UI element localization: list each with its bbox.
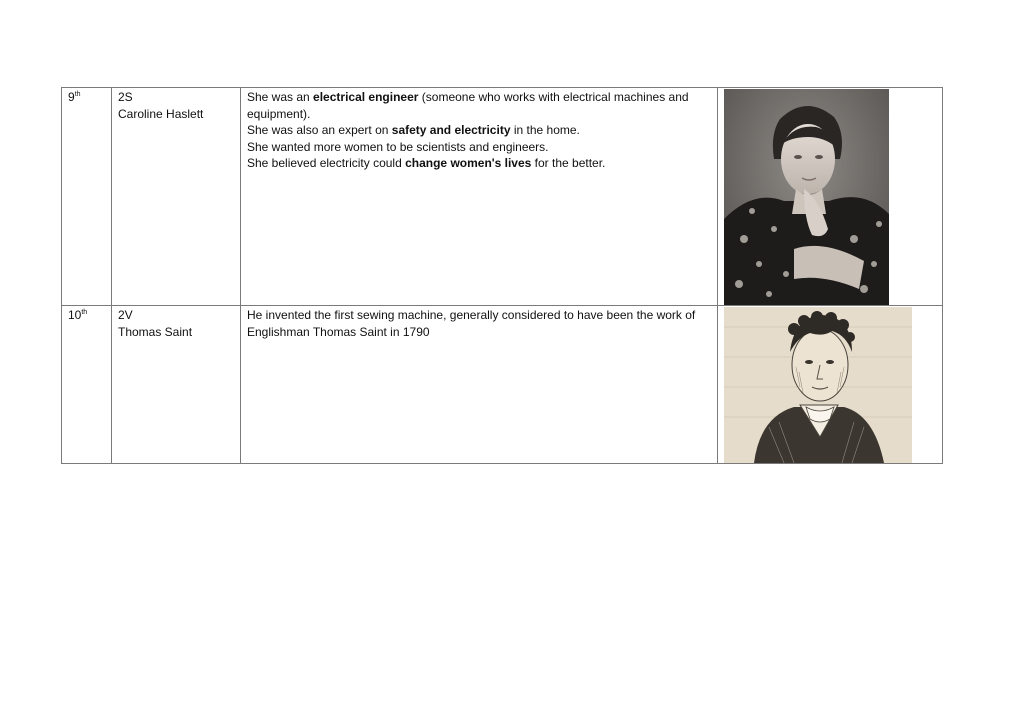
image-cell <box>718 306 943 464</box>
description-cell <box>241 306 718 464</box>
table-row <box>62 306 943 464</box>
description-line: She was also an expert on safety and electricity in the home. <box>247 123 580 137</box>
person-name: Thomas Saint <box>118 324 193 339</box>
day-label: 9th <box>68 90 81 104</box>
table-row <box>62 88 943 306</box>
description-line: She believed electricity could change women's lives for the better. <box>247 156 606 170</box>
description-line: She wanted more women to be scientists and engineers. <box>247 139 549 154</box>
person-name: Caroline Haslett <box>118 106 204 121</box>
day-label: 10th <box>68 308 88 322</box>
image-cell <box>718 88 943 306</box>
portrait-engraving-man <box>724 307 912 463</box>
description-line: He invented the first sewing machine, generally considered to have been the work of Englishman Thomas Saint in 1790 <box>247 308 696 339</box>
day-cell <box>62 306 112 464</box>
schedule-table <box>61 87 943 464</box>
class-code: 2V <box>118 308 133 322</box>
person-cell <box>112 88 241 306</box>
portrait-photo-woman <box>724 89 889 305</box>
class-code: 2S <box>118 90 133 104</box>
description-line: She was an electrical engineer (someone who works with electrical machines and equipment). <box>247 90 689 121</box>
description-cell <box>241 88 718 306</box>
person-cell <box>112 306 241 464</box>
day-cell <box>62 88 112 306</box>
